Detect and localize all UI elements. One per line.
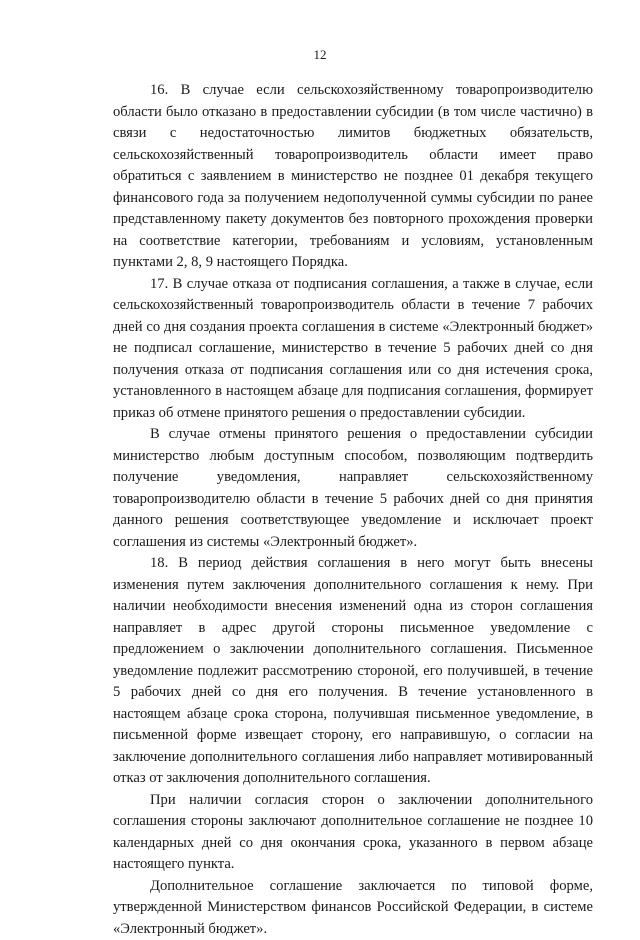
- paragraph-18-standard-form: Дополнительное соглашение заключается по типовой форме, утвержденной Министерством финансов Российской Федерации, в системе «Электронный бюджет».: [113, 876, 593, 940]
- paragraph-17: 17. В случае отказа от подписания соглашения, а также в случае, если сельскохозяйственный товаропроизводитель области в течение 7 рабочих дней со дня создания проекта соглашения в системе «Электронный бюджет» не подписал соглашение, министерство в течение 5 рабочих дней со дня получения отказа от подписания соглашения или со дня истечения срока, установленного в настоящем абзаце для подписания соглашения, формирует приказ об отмене принятого решения о предоставлении субсидии.: [113, 274, 593, 425]
- paragraph-18: 18. В период действия соглашения в него могут быть внесены изменения путем заключения дополнительного соглашения к нему. При наличии необходимости внесения изменений одна из сторон соглашения направляет в адрес другой стороны письменное уведомление с предложением о заключении дополнительного соглашения. Письменное уведомление подлежит рассмотрению стороной, его получившей, в течение 5 рабочих дней со дня его получения. В течение установленного в настоящем абзаце срока сторона, получившая письменное уведомление, в письменной форме извещает сторону, его направившую, о согласии на заключение дополнительного соглашения либо направляет мотивированный отказ от заключения дополнительного соглашения.: [113, 553, 593, 790]
- paragraph-16: 16. В случае если сельскохозяйственному товаропроизводителю области было отказано в предоставлении субсидии (в том числе частично) в связи с недостаточностью лимитов бюджетных обязательств, сельскохозяйственный товаропроизводитель области имеет право обратиться с заявлением в министерство не позднее 01 декабря текущего финансового года за получением недополученной суммы субсидии по ранее представленному пакету документов без повторного прохождения проверки на соответствие категории, требованиям и условиям, установленным пунктами 2, 8, 9 настоящего Порядка.: [113, 80, 593, 274]
- paragraph-17-cancellation: В случае отмены принятого решения о предоставлении субсидии министерство любым доступным способом, позволяющим подтвердить получение уведомления, направляет сельскохозяйственному товаропроизводителю области в течение 5 рабочих дней со дня принятия данного решения соответствующее уведомление и исключает проект соглашения из системы «Электронный бюджет».: [113, 424, 593, 553]
- page-number: 12: [0, 47, 640, 63]
- paragraph-18-consent: При наличии согласия сторон о заключении дополнительного соглашения стороны заключают дополнительное соглашение не позднее 10 календарных дней со дня окончания срока, указанного в первом абзаце настоящего пункта.: [113, 790, 593, 876]
- document-body: [113, 80, 593, 940]
